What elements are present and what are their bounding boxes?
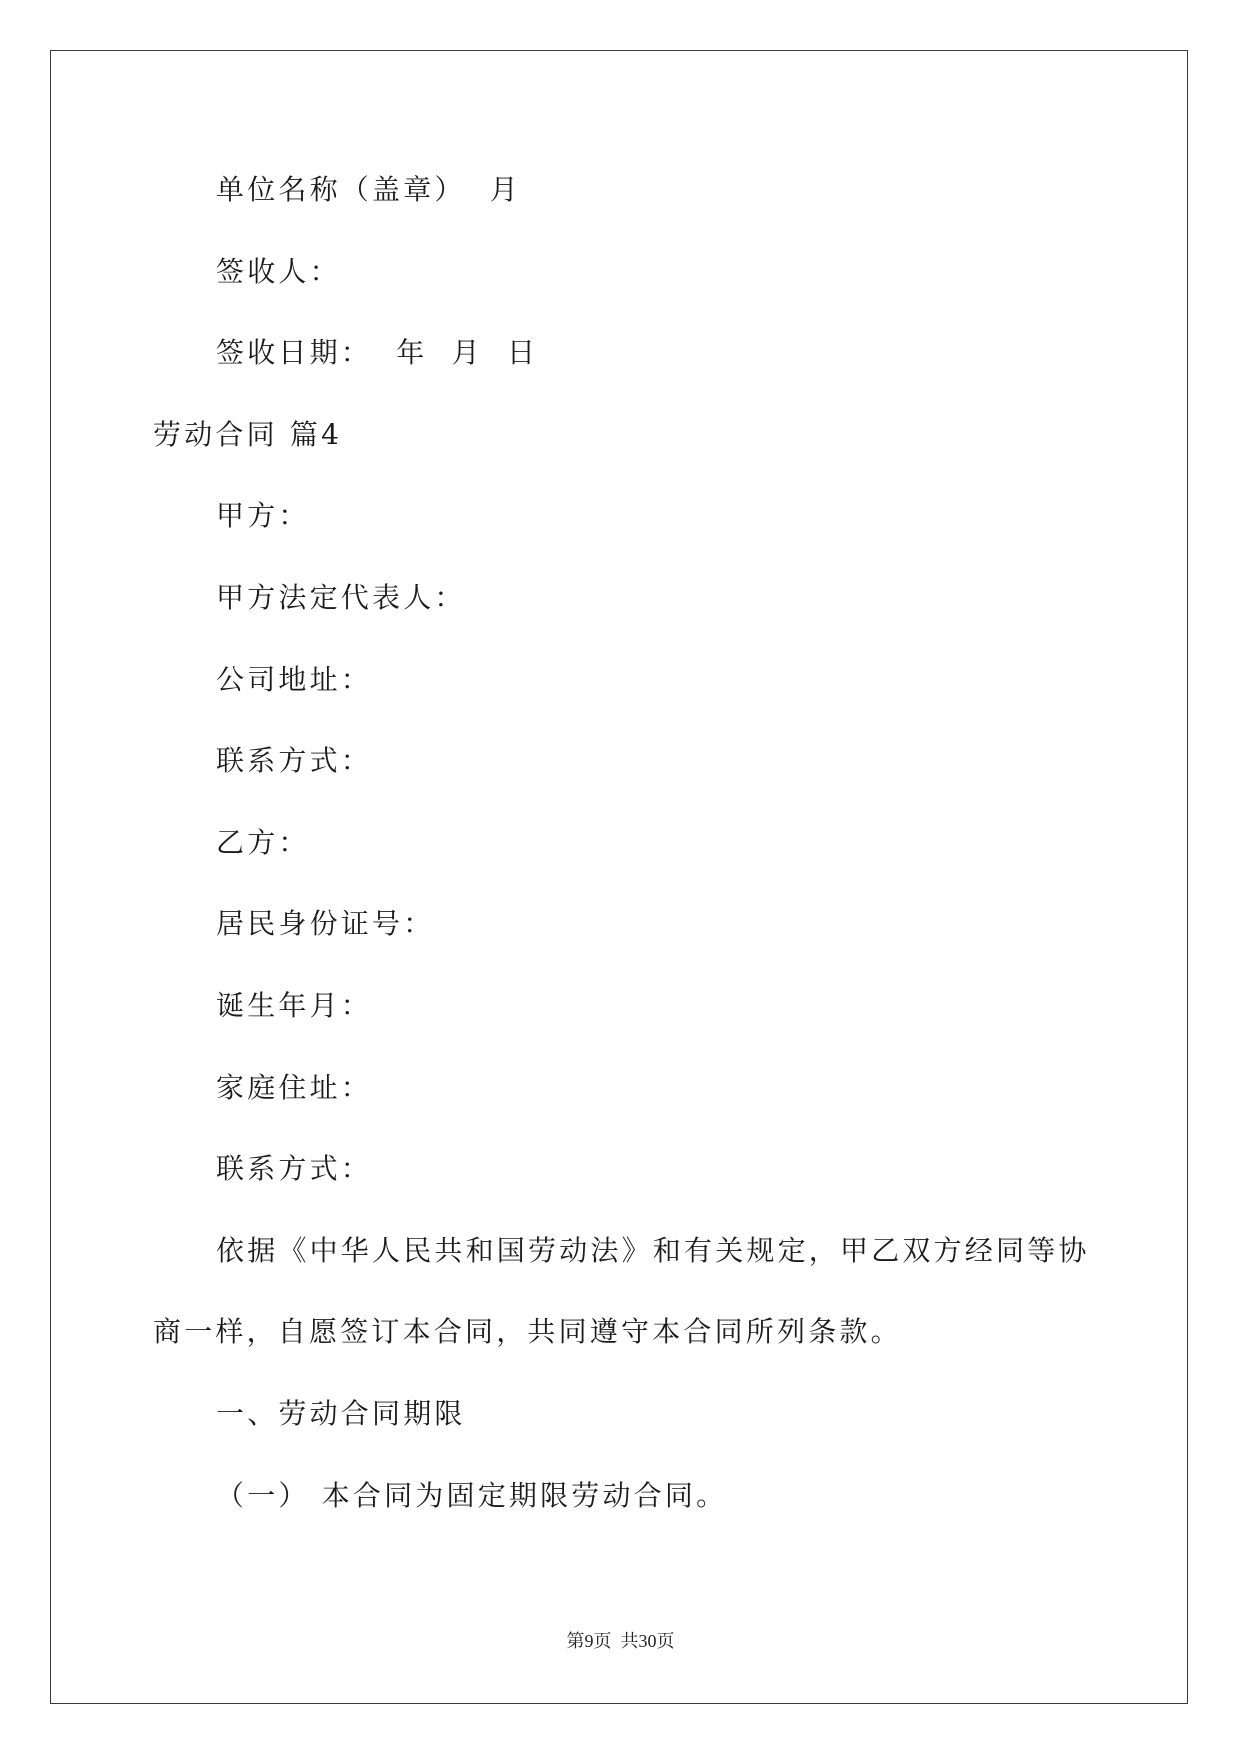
clause-heading: 一、劳动合同期限 <box>216 1396 466 1430</box>
party-a-contact-line: 联系方式： <box>216 744 373 778</box>
party-a-representative-line: 甲方法定代表人： <box>216 580 466 614</box>
birth-date-line: 诞生年月： <box>216 988 373 1022</box>
recipient-line: 签收人： <box>216 254 341 288</box>
party-b-line: 乙方： <box>216 825 310 859</box>
party-a-line: 甲方： <box>216 499 310 533</box>
preamble-paragraph-line-1: 依据《中华人民共和国劳动法》和有关规定，甲乙双方经同等协 <box>216 1233 1090 1267</box>
receipt-date-line: 签收日期： 年 月 日 <box>216 336 539 370</box>
page-footer: 第9页 共30页 <box>566 1631 675 1651</box>
document-body <box>153 149 1163 1536</box>
company-address-line: 公司地址： <box>216 662 373 696</box>
section-heading: 劳动合同 篇4 <box>153 417 343 451</box>
preamble-paragraph-line-2: 商一样，自愿签订本合同，共同遵守本合同所列条款。 <box>153 1315 902 1349</box>
home-address-line: 家庭住址： <box>216 1070 373 1104</box>
clause-item: （一） 本合同为固定期限劳动合同。 <box>216 1478 728 1512</box>
party-b-contact-line: 联系方式： <box>216 1152 373 1186</box>
id-number-line: 居民身份证号： <box>216 907 435 941</box>
unit-name-seal-line: 单位名称（盖章） 月 <box>216 173 522 206</box>
